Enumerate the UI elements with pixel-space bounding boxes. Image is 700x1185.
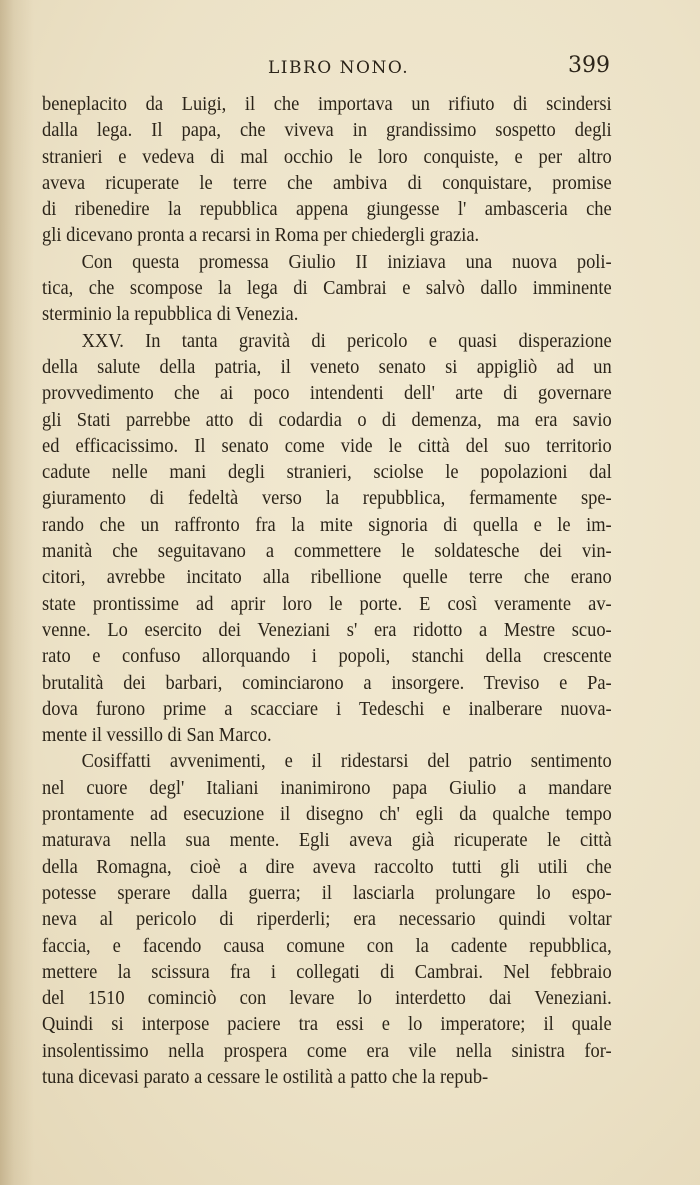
text-line: maturava nella sua mente. Egli aveva già ricuperate le città	[42, 829, 612, 852]
text-line: neva al pericolo di riperderli; era necessario quindi voltar	[42, 908, 612, 931]
text-line: faccia, e facendo causa comune con la cadente repubblica,	[42, 934, 612, 957]
text-line: ed efficacissimo. Il senato come vide le città del suo territorio	[42, 434, 612, 457]
text-line: stranieri e vedeva di mal occhio le loro conquiste, e per altro	[42, 145, 612, 168]
paragraph	[42, 748, 612, 1090]
body-text	[42, 91, 612, 1090]
paragraph	[42, 91, 612, 249]
text-line: nel cuore degl' Italiani inanimirono papa Giulio a mandare	[42, 776, 612, 799]
text-line: mente il vessillo di San Marco.	[42, 724, 272, 747]
text-line: del 1510 cominciò con levare lo interdetto dai Veneziani.	[42, 987, 612, 1010]
text-line: mettere la scissura fra i collegati di Cambrai. Nel febbraio	[42, 960, 612, 983]
text-line: citori, avrebbe incitato alla ribellione quelle terre che erano	[42, 566, 612, 589]
text-line: di ribenedire la repubblica appena giungesse l' ambasceria che	[42, 198, 612, 221]
text-line: della Romagna, cioè a dire aveva raccolto tutti gli utili che	[42, 855, 612, 878]
text-line: state prontissime ad aprir loro le porte. E così veramente av-	[42, 592, 612, 615]
text-line: dalla lega. Il papa, che viveva in grandissimo sospetto degli	[42, 119, 612, 142]
text-line: manità che seguitavano a commettere le soldatesche dei vin-	[42, 540, 612, 563]
text-line: beneplacito da Luigi, il che importava un rifiuto di scindersi	[42, 93, 612, 115]
text-line: Con questa promessa Giulio II iniziava una nuova poli-	[81, 250, 612, 273]
text-line: rando che un raffronto fra la mite signoria di quella e le im-	[42, 513, 612, 536]
text-line: provvedimento che ai poco intendenti dell' arte di governare	[42, 382, 612, 405]
text-line: cadute nelle mani degli stranieri, sciolse le popolazioni dal	[42, 461, 612, 484]
text-line: tica, che scompose la lega di Cambrai e salvò dallo imminente	[42, 277, 612, 300]
text-line: prontamente ad esecuzione il disegno ch' egli da qualche tempo	[42, 803, 612, 826]
text-line: aveva ricuperate le terre che ambiva di conquistare, promise	[42, 171, 612, 194]
text-line: brutalità dei barbari, cominciarono a insorgere. Treviso e Pa-	[42, 671, 612, 694]
text-line: Quindi si interpose paciere tra essi e lo imperatore; il quale	[42, 1013, 612, 1036]
text-line: potesse sperare dalla guerra; il lasciarla prolungare lo espo-	[42, 881, 612, 904]
text-line: gli dicevano pronta a recarsi in Roma per chiedergli grazia.	[42, 224, 480, 247]
text-line: XXV. In tanta gravità di pericolo e quasi disperazione	[81, 329, 612, 352]
text-line: sterminio la repubblica di Venezia.	[42, 303, 299, 326]
running-head	[40, 53, 610, 84]
running-title: LIBRO NONO.	[268, 58, 410, 78]
text-line: giuramento di fedeltà verso la repubblica, fermamente spe-	[42, 487, 612, 510]
paragraph	[42, 328, 612, 749]
page-number: 399	[568, 53, 610, 78]
text-line: della salute della patria, il veneto senato si appigliò ad un	[42, 355, 612, 378]
text-line: venne. Lo esercito dei Veneziani s' era ridotto a Mestre scuo-	[42, 618, 612, 641]
text-line: rato e confuso allorquando i popoli, stanchi della crescente	[42, 645, 612, 668]
text-line: insolentissimo nella prospera come era vile nella sinistra for-	[42, 1039, 612, 1062]
paragraph	[42, 249, 612, 328]
text-line: tuna dicevasi parato a cessare le ostilità a patto che la repub-	[42, 1065, 489, 1088]
text-line: Cosiffatti avvenimenti, e il ridestarsi del patrio sentimento	[81, 750, 612, 773]
text-line: dova furono prime a scacciare i Tedeschi e inalberare nuova-	[42, 697, 612, 720]
text-line: gli Stati parrebbe atto di codardia o di demenza, ma era savio	[42, 408, 612, 431]
